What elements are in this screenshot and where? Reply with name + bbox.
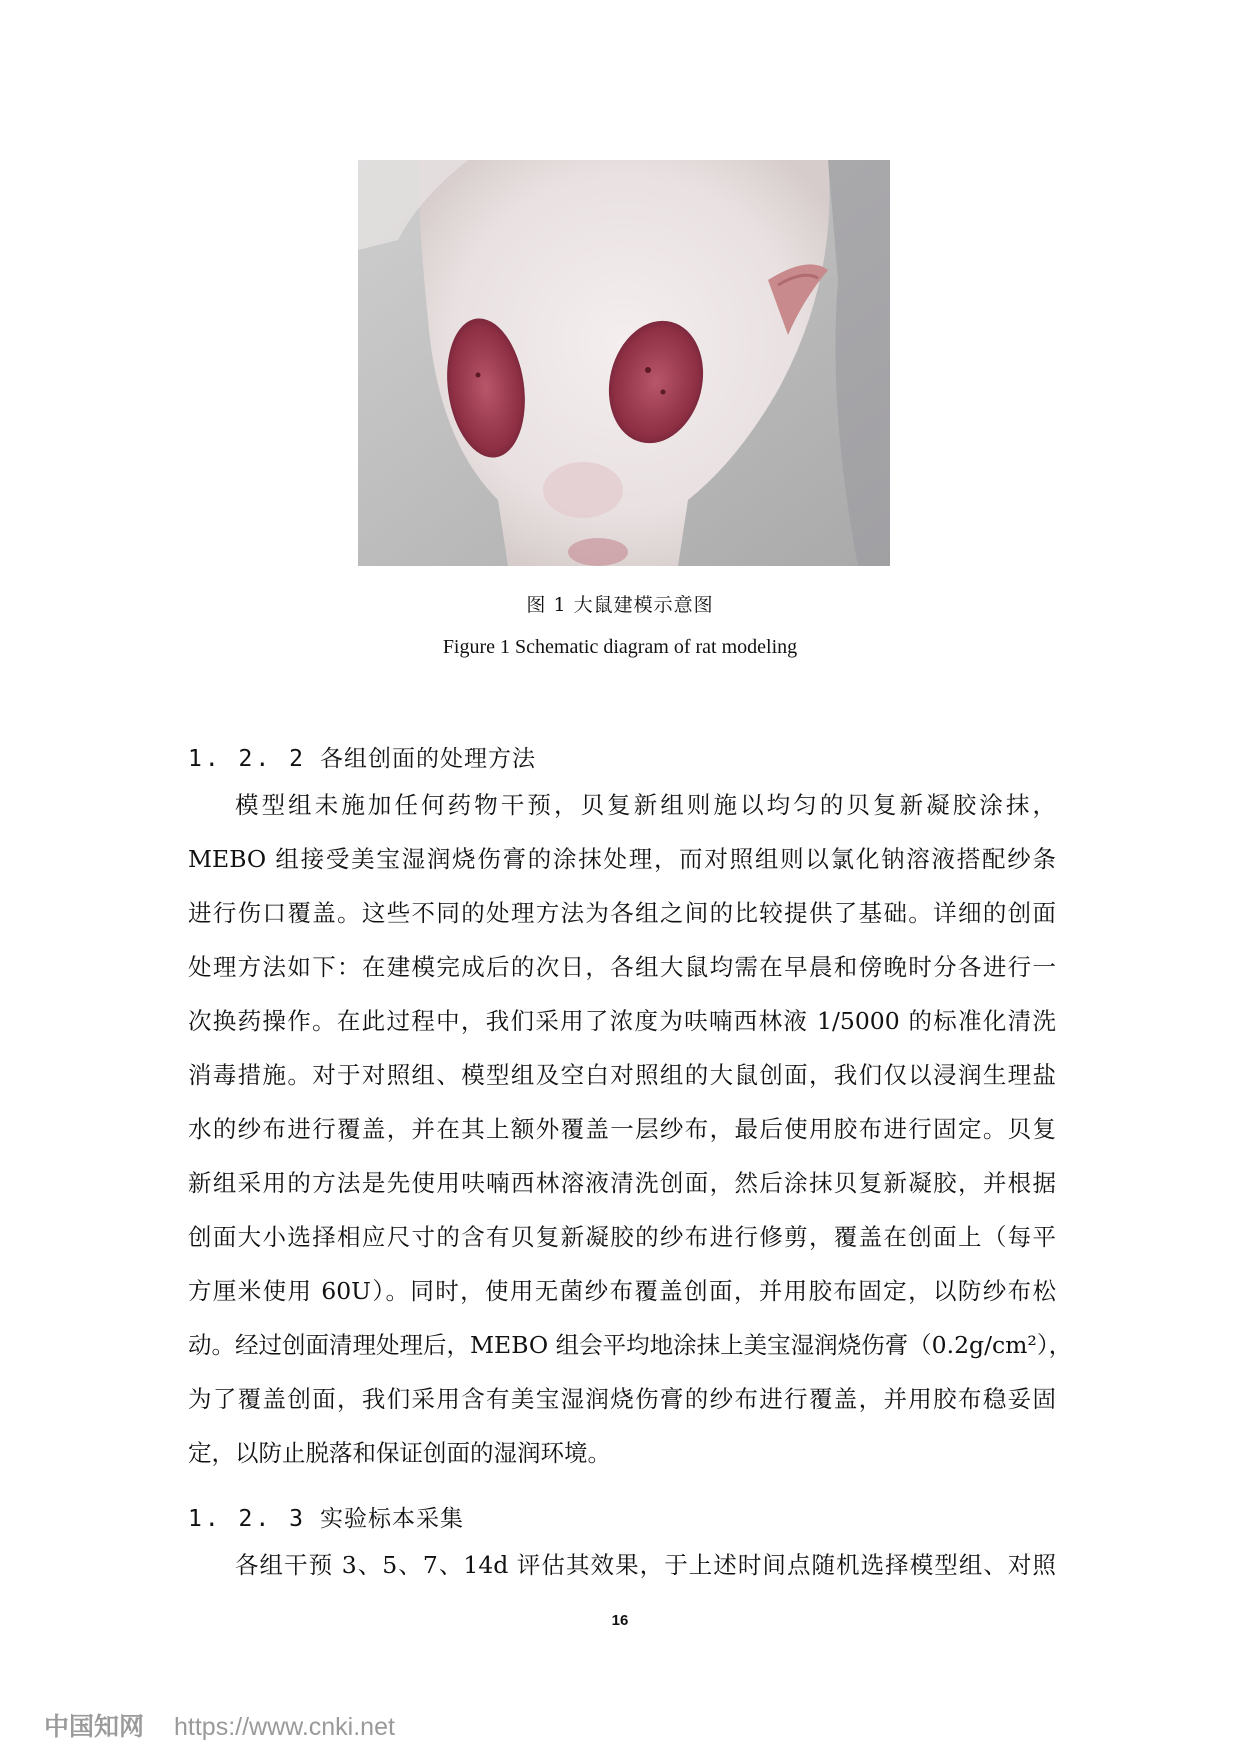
paragraph-line: 水的纱布进行覆盖，并在其上额外覆盖一层纱布，最后使用胶布进行固定。贝复: [188, 1115, 1056, 1143]
figure-caption-chinese: 图 1 大鼠建模示意图: [526, 594, 714, 616]
paragraph-line: 处理方法如下：在建模完成后的次日，各组大鼠均需在早晨和傍晚时分各进行一: [188, 953, 1056, 981]
cnki-brand: 中国知网: [44, 1712, 145, 1741]
section-title: 实验标本采集: [319, 1506, 464, 1532]
paragraph-line: 创面大小选择相应尺寸的含有贝复新凝胶的纱布进行修剪，覆盖在创面上（每平: [188, 1223, 1056, 1251]
rat-photo-illustration: [358, 160, 890, 566]
section-title: 各组创面的处理方法: [319, 746, 536, 772]
paragraph-line: 为了覆盖创面，我们采用含有美宝湿润烧伤膏的纱布进行覆盖，并用胶布稳妥固: [188, 1385, 1056, 1413]
section-heading-1-2-3: [188, 1500, 464, 1533]
section-number: 1. 2. 3: [188, 1506, 306, 1532]
paragraph-sample-collection: [188, 1538, 1056, 1592]
footer-watermark: [44, 1707, 395, 1743]
rat-model-photo: [358, 160, 890, 566]
paragraph-line: 新组采用的方法是先使用呋喃西林溶液清洗创面，然后涂抹贝复新凝胶，并根据: [188, 1169, 1056, 1197]
paragraph-line: 方厘米使用 60U）。同时，使用无菌纱布覆盖创面，并用胶布固定，以防纱布松: [188, 1277, 1056, 1305]
paragraph-line: 各组干预 3、5、7、14d 评估其效果，于上述时间点随机选择模型组、对照: [235, 1551, 1056, 1579]
paragraph-line: MEBO 组接受美宝湿润烧伤膏的涂抹处理，而对照组则以氯化钠溶液搭配纱条: [188, 845, 1056, 873]
paragraph-line: 模型组未施加任何药物干预，贝复新组则施以均匀的贝复新凝胶涂抹，: [235, 791, 1056, 819]
paragraph-treatment-methods: [188, 778, 1073, 1480]
section-heading-1-2-2: [188, 740, 536, 773]
paragraph-line: 次换药操作。在此过程中，我们采用了浓度为呋喃西林液 1/5000 的标准化清洗: [188, 1007, 1056, 1035]
page-number: 16: [611, 1612, 629, 1629]
figure-caption-english: Figure 1 Schematic diagram of rat modeling: [442, 636, 798, 658]
paragraph-line: 动。经过创面清理处理后，MEBO 组会平均地涂抹上美宝湿润烧伤膏（0.2g/cm²），: [188, 1331, 1073, 1359]
section-number: 1. 2. 2: [188, 746, 306, 772]
paragraph-line: 消毒措施。对于对照组、模型组及空白对照组的大鼠创面，我们仅以浸润生理盐: [188, 1061, 1056, 1089]
cnki-url: https://www.cnki.net: [174, 1713, 395, 1741]
paragraph-line: 进行伤口覆盖。这些不同的处理方法为各组之间的比较提供了基础。详细的创面: [188, 899, 1056, 927]
paragraph-line: 定，以防止脱落和保证创面的湿润环境。: [188, 1439, 611, 1467]
